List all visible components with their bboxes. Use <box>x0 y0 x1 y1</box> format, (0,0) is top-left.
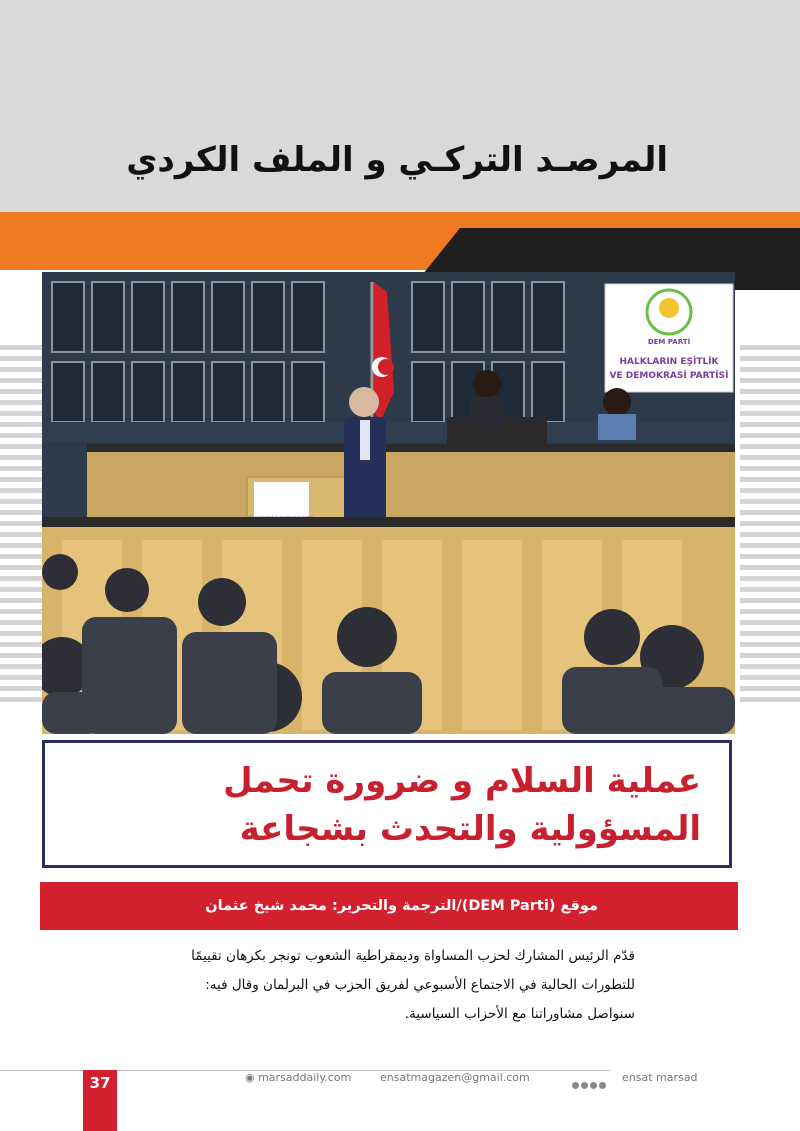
instagram-icon[interactable] <box>590 1082 597 1089</box>
article-photo <box>42 272 735 734</box>
social-icons <box>572 1074 608 1093</box>
twitter-icon[interactable] <box>581 1082 588 1089</box>
paragraph: سنواصل مشاوراتنا مع الأحزاب السياسية. <box>404 1006 635 1022</box>
facebook-icon[interactable] <box>572 1082 579 1089</box>
paragraph: قدّم الرئيس المشارك لحزب المساواة وديمقراطية الشعوب تونجر بكرهان تقييمًا للتطورات الحالية في الاجتماع الأسبوعي لفريق الحزب في البرلمان وقال فيه: <box>191 948 635 993</box>
article-byline: موقع (DEM Parti)/الترجمة والتحرير: محمد شيخ عثمان <box>205 898 598 914</box>
photo-sign-logo-text: DEM PARTİ <box>647 338 691 346</box>
decor-stripes-right <box>740 345 800 705</box>
section-title: المرصـد التركـي و الملف الكردي <box>126 140 668 180</box>
headline-box <box>42 740 732 868</box>
byline-bar <box>40 882 738 930</box>
article-body <box>150 942 635 1029</box>
footer-email-link[interactable]: ensatmagazen@gmail.com <box>380 1071 530 1084</box>
footer-handle: ensat marsad <box>622 1071 698 1084</box>
orange-wedge <box>0 228 470 270</box>
footer-website-link[interactable]: ◉ marsaddaily.com <box>245 1071 352 1084</box>
photo-sign-line1: HALKLARIN EŞİTLİK <box>619 357 719 367</box>
page-number: 37 <box>89 1074 111 1092</box>
page-number-badge <box>83 1070 117 1131</box>
photo-sign-line2: VE DEMOKRASİ PARTİSİ <box>609 371 729 381</box>
article-headline: عملية السلام و ضرورة تحمل المسؤولية والتحدث بشجاعة <box>223 761 701 849</box>
decor-stripes-left <box>0 345 42 705</box>
youtube-icon[interactable] <box>599 1082 606 1089</box>
